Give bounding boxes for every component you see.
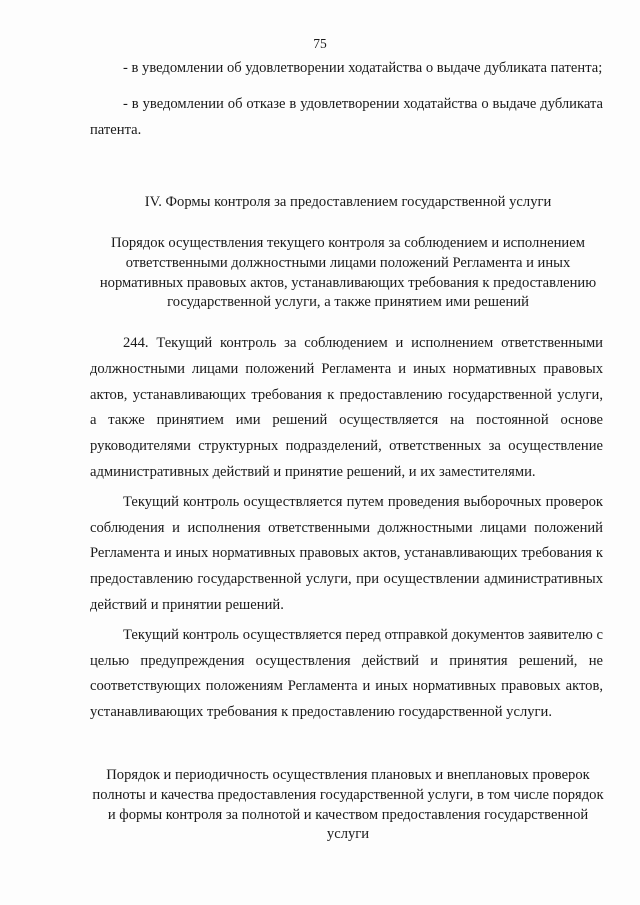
paragraph-control-method: Текущий контроль осуществляется путем проведения выборочных проверок соблюдения и исполнения ответственными должностными лицами положений Регламента и иных нормативных правовых актов, устанавливающих требования к предоставлению государственной услуги, при осуществлении административных действий и принятии решений. [90,493,603,613]
section-body [90,331,603,726]
page-number: 75 [313,36,327,51]
paragraph-control-timing: Текущий контроль осуществляется перед отправкой документов заявителю с целью предупреждения осуществления действий и принятия решений, не соответствующих положениям Регламента и иных нормативных правовых актов, устанавливающих требования к предоставлению государственной услуги. [90,626,603,721]
subheading-inspections: Порядок и периодичность осуществления плановых и внеплановых проверок полноты и качества предоставления государственной услуги, в том числе порядок и формы контроля за полнотой и качеством предоставления государственной услуги [92,767,604,843]
intro-bullets [90,56,603,143]
bullet-approval: - в уведомлении об удовлетворении ходатайства о выдаче дубликата патента; [123,60,603,76]
subheading-current-control: Порядок осуществления текущего контроля за соблюдением и исполнением ответственными должностными лицами положений Регламента и иных нормативных правовых актов, устанавливающих требования к предоставлению государственной услуги, а также принятием ими решений [99,235,597,311]
section-title: IV. Формы контроля за предоставлением государственной услуги [144,194,552,210]
bullet-refusal: - в уведомлении об отказе в удовлетворении ходатайства о выдаче дубликата патента. [90,95,603,138]
paragraph-244: 244. Текущий контроль за соблюдением и исполнением ответственными должностными лицами положений Регламента и иных нормативных правовых актов, устанавливающих требования к предоставлению государственной услуги, а также принятием ими решений осуществляется на постоянной основе руководителями структурных подразделений, ответственных за осуществление административных действий и принятие решений, и их заместителями. [90,335,603,480]
